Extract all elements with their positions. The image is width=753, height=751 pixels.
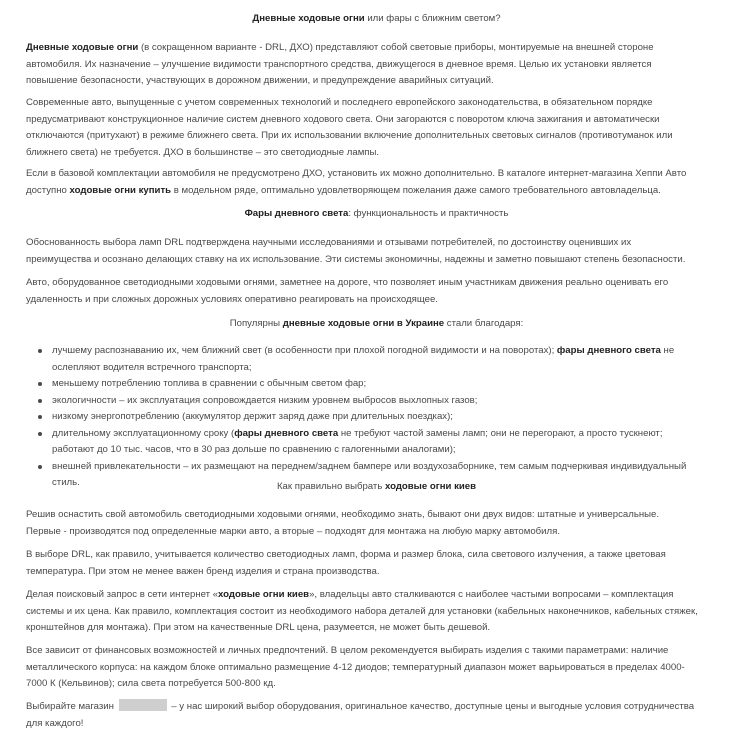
redacted-shop-name bbox=[119, 699, 167, 711]
list-item: внешней привлекательности – их размещают на переднем/заднем бампере или воздухозаборнике, тем самым подчеркивая индивидуальный стиль. bbox=[26, 459, 716, 492]
paragraph-visibility: Авто, оборудованное светодиодными ходовыми огнями, заметнее на дороге, что позволяет иным участникам движения реально оценивать его удаленность и при сложных дорожных условиях оперативно реагировать на происходящее. bbox=[26, 277, 669, 305]
list-item: лучшему распознаванию их, чем ближний свет (в особенности при плохой погодной видимости и на поворотах); фары дневного света не ослепляют водителя встречного транспорта; bbox=[26, 343, 716, 376]
list-item: длительному эксплуатационному сроку (фары дневного света не требуют частой замены ламп; они не перегорают, а просто тускнеют; работают до 10 тыс. часов, что в 30 раз дольше по сравнению с галогенными аналогами); bbox=[26, 426, 716, 459]
paragraph-catalog: Если в базовой комплектации автомобиля не предусмотрено ДХО, установить их можно дополнительно. В каталоге интернет-магазина Хеппи Авто доступно ходовые огни купить в модельном ряде, оптимально удовлетворяющем пожелания даже самого требовательного автовладельца. bbox=[26, 168, 687, 196]
list-item: низкому энергопотреблению (аккумулятор держит заряд даже при длительных поездках); bbox=[26, 409, 716, 426]
heading-daytime-lights: Фары дневного света: функциональность и практичность bbox=[244, 208, 509, 219]
paragraph-selection-criteria: В выборе DRL, как правило, учитывается количество светодиодных ламп, форма и размер блока, сила светового излучения, а также цветовая температура. При этом не менее важен бренд изделия и страна производства. bbox=[26, 549, 666, 577]
list-item: экологичности – их эксплуатация сопровождается низким уровнем выбросов выхлопных газов; bbox=[26, 393, 716, 410]
paragraph-search-query: Делая поисковый запрос в сети интернет «ходовые огни киев», владельцы авто сталкиваются с наиболее частыми вопросами – комплектация системы и их цена. Как правило, комплектация состоит из необходимого набора деталей для установки (кабельных наконечников, кабельных стяжек, кронштейнов для монтажа). При этом на качественные DRL цена, разумеется, не может быть дешевой. bbox=[26, 589, 698, 633]
list-item: меньшему потреблению топлива в сравнении с обычным светом фар; bbox=[26, 376, 716, 393]
heading-popular-ukraine: Популярны дневные ходовые огни в Украине стали благодаря: bbox=[229, 318, 524, 329]
article-title: Дневные ходовые огни или фары с ближним светом? bbox=[252, 13, 501, 24]
benefits-list bbox=[26, 343, 716, 492]
paragraph-intro: Дневные ходовые огни (в сокращенном варианте - DRL, ДХО) представляют собой световые приборы, монтируемые на внешней стороне автомобиля. Их назначение – улучшение видимости транспортного средства, движущегося в дневное время. Целью их установки является повышение безопасности, участвующих в дорожном движении, и предупреждение аварийных ситуаций. bbox=[26, 42, 654, 86]
paragraph-drl-choice: Обоснованность выбора ламп DRL подтверждена научными исследованиями и отзывами потребителей, по достоинству оценивших их преимущества и осознано делающих ставку на их использование. Эти системы экономичны, надежны и заметно повышают степень безопасности. bbox=[26, 237, 686, 265]
paragraph-modern-cars: Современные авто, выпущенные с учетом современных технологий и последнего европейского законодательства, в обязательном порядке предусматривают конструкционное наличие систем дневного ходового света. Они загораются с поворотом ключа зажигания и автоматически отключаются (притухают) в режиме ближнего света. При их использовании включение дополнительных световых сигналов (противотуманок или ближнего света) не требуется. ДХО в большинстве – это светодиодные лампы. bbox=[26, 97, 673, 158]
paragraph-call-to-action: Выбирайте магазин – у нас широкий выбор оборудования, оригинальное качество, доступные цены и выгодные условия сотрудничества для каждого! bbox=[26, 701, 695, 729]
paragraph-types: Решив оснастить свой автомобиль светодиодными ходовыми огнями, необходимо знать, бывают они двух видов: штатные и универсальные. Первые - производятся под определенные марки авто, а вторые – подходят для монтажа на любую марку автомобиля. bbox=[26, 509, 660, 537]
paragraph-parameters: Все зависит от финансовых возможностей и личных предпочтений. В целом рекомендуется выбирать изделия с такими параметрами: наличие металлического корпуса: на каждом блоке оптимально размещение 4-12 диодов; температурный диапазон может варьироваться в пределах 4000- 7000 К (Кельвинов); сила света потребуется 500-800 кд. bbox=[26, 645, 685, 689]
heading-how-to-choose: Как правильно выбрать ходовые огни киев bbox=[276, 481, 477, 492]
